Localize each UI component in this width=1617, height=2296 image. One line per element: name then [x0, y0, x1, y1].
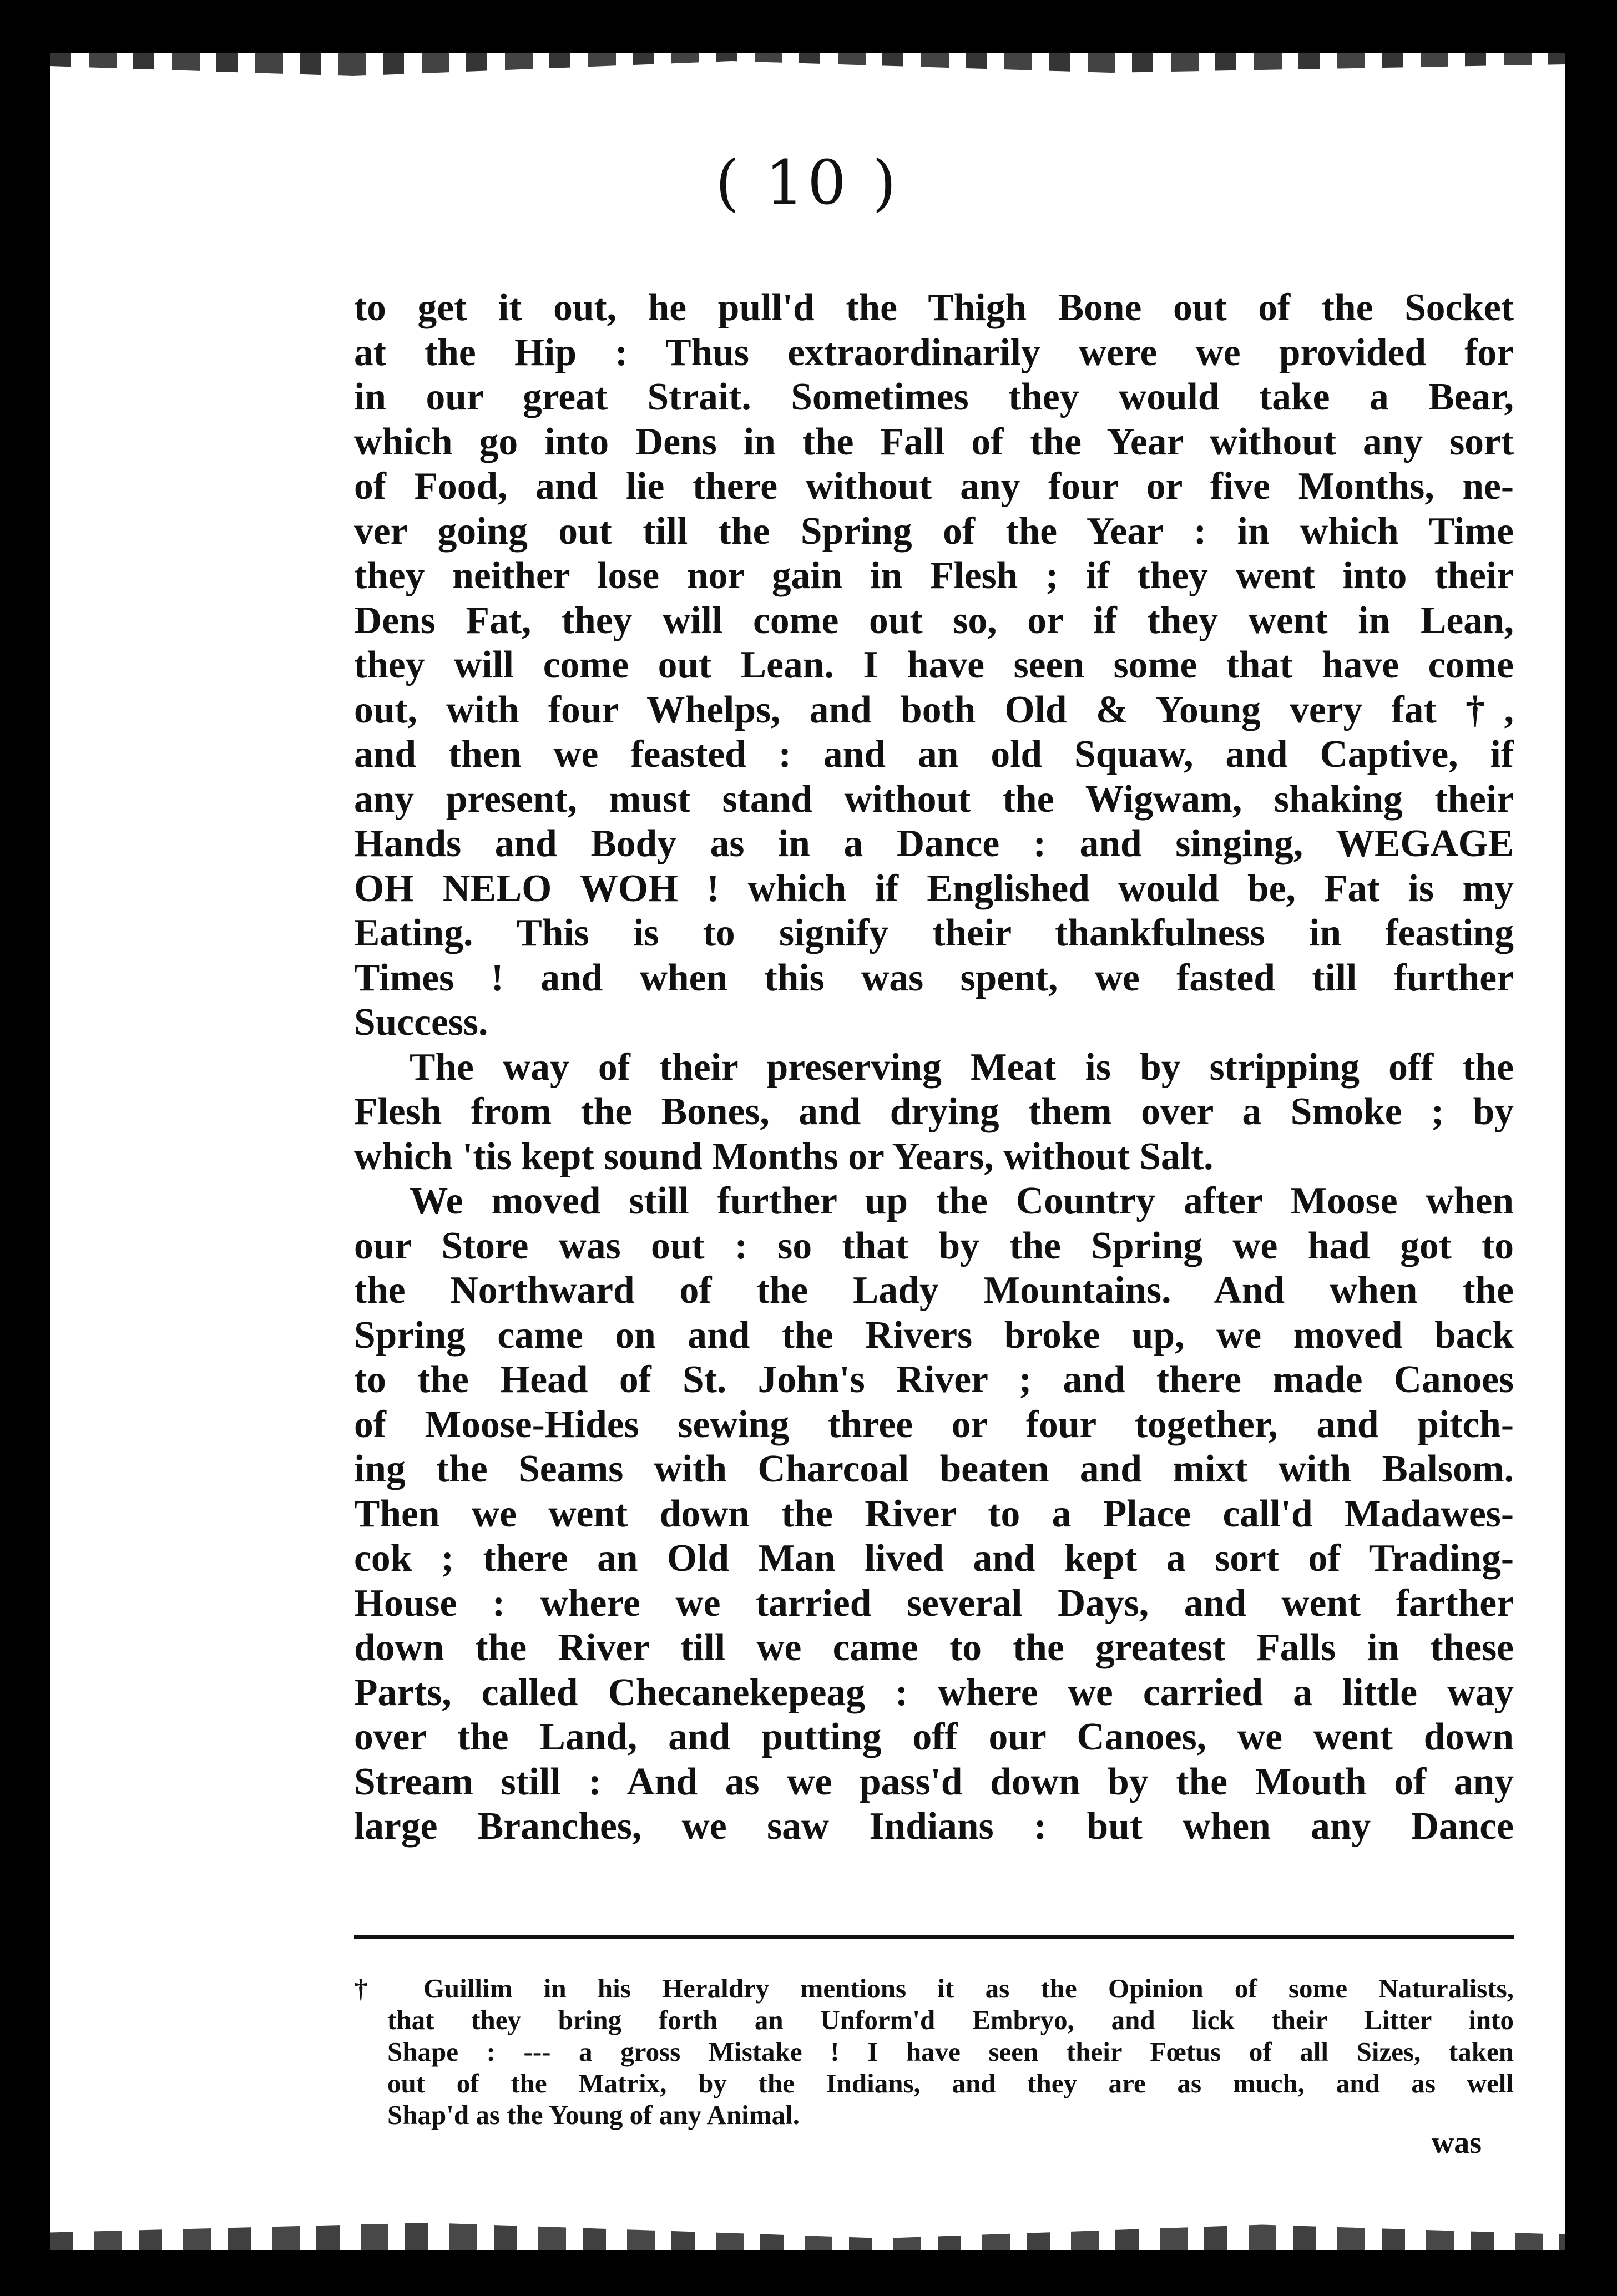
- text-line: out, with four Whelps, and both Old & Young very fat †,: [354, 688, 1514, 731]
- footnote-line: Shap'd as the Young of any Animal.: [387, 2100, 800, 2130]
- body-text: [354, 286, 1514, 1849]
- text-line: Parts, called Checanekepeag : where we carried a little way: [354, 1671, 1514, 1714]
- text-line: they will come out Lean. I have seen some that have come: [354, 644, 1514, 686]
- text-line: down the River till we came to the greatest Falls in these: [354, 1626, 1514, 1669]
- text-line: large Branches, we saw Indians : but when any Dance: [354, 1805, 1514, 1848]
- text-line: the Northward of the Lady Mountains. And when the: [354, 1269, 1514, 1312]
- text-line: Spring came on and the Rivers broke up, we moved back: [354, 1313, 1514, 1357]
- book-page: [50, 53, 1565, 2250]
- paragraph-start-line: The way of their preserving Meat is by stripping off the: [410, 1045, 1514, 1089]
- text-line: our Store was out : so that by the Spring we had got to: [354, 1224, 1514, 1267]
- text-line: Flesh from the Bones, and drying them over a Smoke ; by: [354, 1090, 1514, 1133]
- text-line: House : where we tarried several Days, and went farther: [354, 1581, 1514, 1625]
- footnote-line: out of the Matrix, by the Indians, and they are as much, and as well: [387, 2068, 1514, 2098]
- text-line: at the Hip : Thus extraordinarily were we provided for: [354, 331, 1514, 374]
- text-line: any present, must stand without the Wigwam, shaking their: [354, 777, 1514, 821]
- text-line: over the Land, and putting off our Canoes, we went down: [354, 1716, 1514, 1758]
- text-line: which go into Dens in the Fall of the Year without any sort: [354, 420, 1514, 463]
- text-line: OH NELO WOH ! which if Englished would be, Fat is my: [354, 867, 1514, 910]
- text-line: ver going out till the Spring of the Year : in which Time: [354, 509, 1514, 553]
- footnote-line: that they bring forth an Unform'd Embryo, and lick their Litter into: [387, 2005, 1514, 2035]
- footnote-line: Shape : --- a gross Mistake ! I have seen their Fœtus of all Sizes, taken: [387, 2036, 1514, 2067]
- scan-edge-bottom: [50, 2211, 1565, 2250]
- text-line: in our great Strait. Sometimes they would take a Bear,: [354, 376, 1514, 418]
- text-line: Eating. This is to signify their thankfulness in feasting: [354, 912, 1514, 954]
- text-line: Dens Fat, they will come out so, or if they went in Lean,: [354, 599, 1514, 642]
- footnote-rule: [354, 1935, 1514, 1939]
- text-line: they neither lose nor gain in Flesh ; if they went into their: [354, 554, 1514, 597]
- text-line: Then we went down the River to a Place call'd Madawes-: [354, 1492, 1514, 1535]
- text-line: ing the Seams with Charcoal beaten and mixt with Balsom.: [354, 1448, 1514, 1490]
- text-line: cok ; there an Old Man lived and kept a sort of Trading-: [354, 1537, 1514, 1580]
- text-line: to get it out, he pull'd the Thigh Bone out of the Socket: [354, 286, 1514, 329]
- paragraph-start-line: We moved still further up the Country after Moose when: [410, 1180, 1514, 1222]
- text-line: Success.: [354, 1001, 488, 1044]
- text-line: Times ! and when this was spent, we fasted till further: [354, 956, 1514, 999]
- text-line: and then we feasted : and an old Squaw, and Captive, if: [354, 733, 1514, 776]
- text-line: of Moose-Hides sewing three or four together, and pitch-: [354, 1403, 1514, 1446]
- scan-edge-top: [50, 53, 1565, 86]
- page-number: ( 10 ): [715, 147, 900, 218]
- text-line: which 'tis kept sound Months or Years, without Salt.: [354, 1135, 1214, 1178]
- footnote: [354, 1973, 1514, 2131]
- text-line: Stream still : And as we pass'd down by the Mouth of any: [354, 1760, 1514, 1803]
- catchword: was: [1431, 2126, 1482, 2160]
- text-line: of Food, and lie there without any four or five Months, ne-: [354, 465, 1514, 508]
- text-line: to the Head of St. John's River ; and there made Canoes: [354, 1358, 1514, 1401]
- text-line: Hands and Body as in a Dance : and singing, WEGAGE: [354, 822, 1514, 865]
- footnote-line: † Guillim in his Heraldry mentions it as the Opinion of some Naturalists,: [354, 1973, 1514, 2004]
